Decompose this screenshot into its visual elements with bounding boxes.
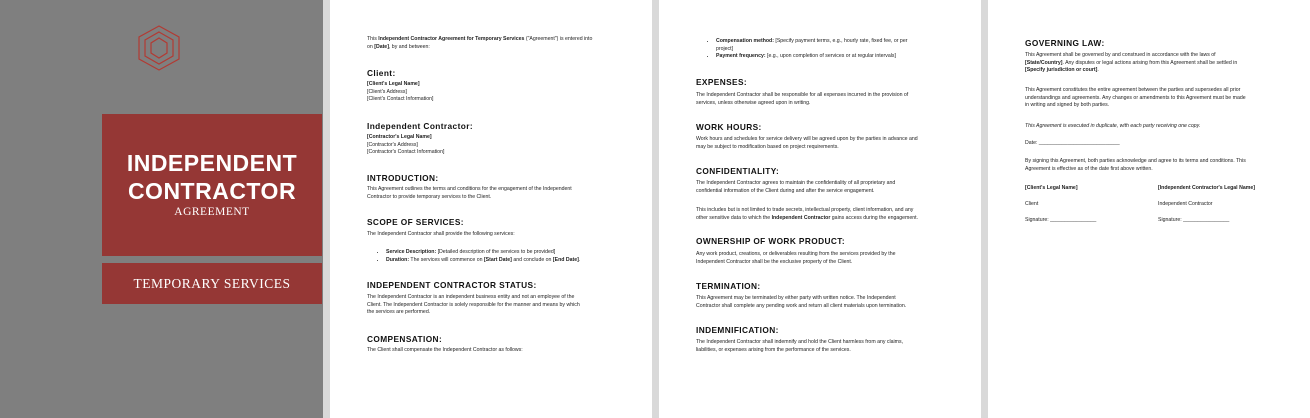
confidentiality-text-2: This includes but is not limited to trade secrets, intellectual property, client information, and any other sensitive data to which the Independent Contractor gains access during the engagement.	[696, 207, 919, 221]
contractor-heading: Independent Contractor:	[367, 121, 473, 131]
status-text: The Independent Contractor is an independent business entity and not an employee of the Client. The Independent Contractor is solely responsible for the manner and means by which the services are performed.	[367, 294, 580, 316]
date-line: Date: ____________________________	[1025, 140, 1120, 146]
cover-title-line2: CONTRACTOR	[127, 178, 297, 204]
document-page-1	[330, 0, 652, 418]
termination-text: This Agreement may be terminated by either party with written notice. The Independent Contractor shall complete any pending work and return all client materials upon termination.	[696, 295, 907, 309]
document-page-2	[659, 0, 981, 418]
document-page-3	[988, 0, 1310, 418]
list-item: • Compensation method: [Specify payment terms, e.g., hourly rate, fixed fee, or per project]	[716, 38, 976, 53]
contractor-info: [Contractor's Legal Name] [Contractor's Address] [Contractor's Contact Information]	[367, 134, 445, 156]
client-info: [Client's Legal Name] [Client's Address] [Client's Contact Information]	[367, 81, 434, 103]
expenses-heading: EXPENSES:	[696, 77, 748, 87]
scope-text: The Independent Contractor shall provide the following services:	[367, 231, 515, 237]
client-signature-line: Signature: ________________	[1025, 217, 1097, 223]
work-hours-text: Work hours and schedules for service delivery will be agreed upon by the parties in advance and may be subject to modification based on project requirements.	[696, 136, 918, 150]
intro-paragraph: This Independent Contractor Agreement for Temporary Services ("Agreement") is entered into on [Date], by and between:	[367, 36, 593, 50]
confidentiality-heading: CONFIDENTIALITY:	[696, 166, 780, 176]
cover-page	[0, 0, 323, 418]
compensation-list	[704, 38, 976, 61]
introduction-text: This Agreement outlines the terms and conditions for the engagement of the Independent Contractor to provide temporary services to the Client.	[367, 186, 572, 200]
governing-law-text: This Agreement shall be governed by and construed in accordance with the laws of [State/Country]. Any disputes or legal actions arising from this Agreement shall be settled in [Specify jurisdiction or court].	[1025, 52, 1238, 74]
status-heading: INDEPENDENT CONTRACTOR STATUS:	[367, 280, 537, 290]
contractor-signature-line: Signature: ________________	[1158, 217, 1230, 223]
client-heading: Client:	[367, 68, 396, 78]
cover-title-line1: INDEPENDENT	[126, 150, 298, 176]
compensation-heading: COMPENSATION:	[367, 334, 443, 344]
ownership-heading: OWNERSHIP OF WORK PRODUCT:	[696, 236, 845, 246]
work-hours-heading: WORK HOURS:	[696, 122, 762, 132]
termination-heading: TERMINATION:	[696, 281, 761, 291]
entire-agreement-text: This Agreement constitutes the entire agreement between the parties and supersedes all prior understandings and agreements. Any changes or amendments to this Agreement must be made in writing and signed by both parties.	[1025, 87, 1246, 109]
governing-law-heading: GOVERNING LAW:	[1025, 38, 1105, 48]
client-label: Client	[1025, 201, 1039, 207]
list-item: • Payment frequency: [e.g., upon completion of services or at regular intervals]	[716, 53, 976, 61]
list-item: • Service Description: [Detailed description of the services to be provided]	[386, 249, 646, 257]
scope-heading: SCOPE OF SERVICES:	[367, 217, 464, 227]
cover-title-line3: AGREEMENT	[174, 206, 250, 218]
executed-text: This Agreement is executed in duplicate, with each party receiving one copy.	[1025, 123, 1201, 129]
title-band	[102, 114, 322, 256]
signing-text: By signing this Agreement, both parties acknowledge and agree to its terms and conditions. This Agreement is effective as of the date first above written.	[1025, 158, 1246, 172]
hexagon-logo-icon	[135, 24, 183, 72]
confidentiality-text-1: The Independent Contractor agrees to maintain the confidentiality of all proprietary and confidential information of the Client during and after the service engagement.	[696, 180, 896, 194]
introduction-heading: INTRODUCTION:	[367, 173, 439, 183]
indemnification-heading: INDEMNIFICATION:	[696, 325, 779, 335]
list-item: • Duration: The services will commence on [Start Date] and conclude on [End Date].	[386, 257, 646, 265]
expenses-text: The Independent Contractor shall be responsible for all expenses incurred in the provision of services, unless otherwise agreed upon in writing.	[696, 92, 909, 106]
indemnification-text: The Independent Contractor shall indemnify and hold the Client harmless from any claims, liabilities, or expenses arising from the performance of the services.	[696, 339, 904, 353]
scope-list	[374, 249, 646, 264]
ownership-text: Any work product, creations, or deliverables resulting from the services provided by the Independent Contractor shall be the exclusive property of the Client.	[696, 251, 896, 265]
contractor-signature-name: [Independent Contractor's Legal Name]	[1158, 185, 1255, 191]
client-signature-name: [Client's Legal Name]	[1025, 185, 1078, 191]
contractor-label: Independent Contractor	[1158, 201, 1213, 207]
cover-subtitle: TEMPORARY SERVICES	[102, 263, 322, 304]
compensation-text: The Client shall compensate the Independent Contractor as follows:	[367, 347, 523, 353]
